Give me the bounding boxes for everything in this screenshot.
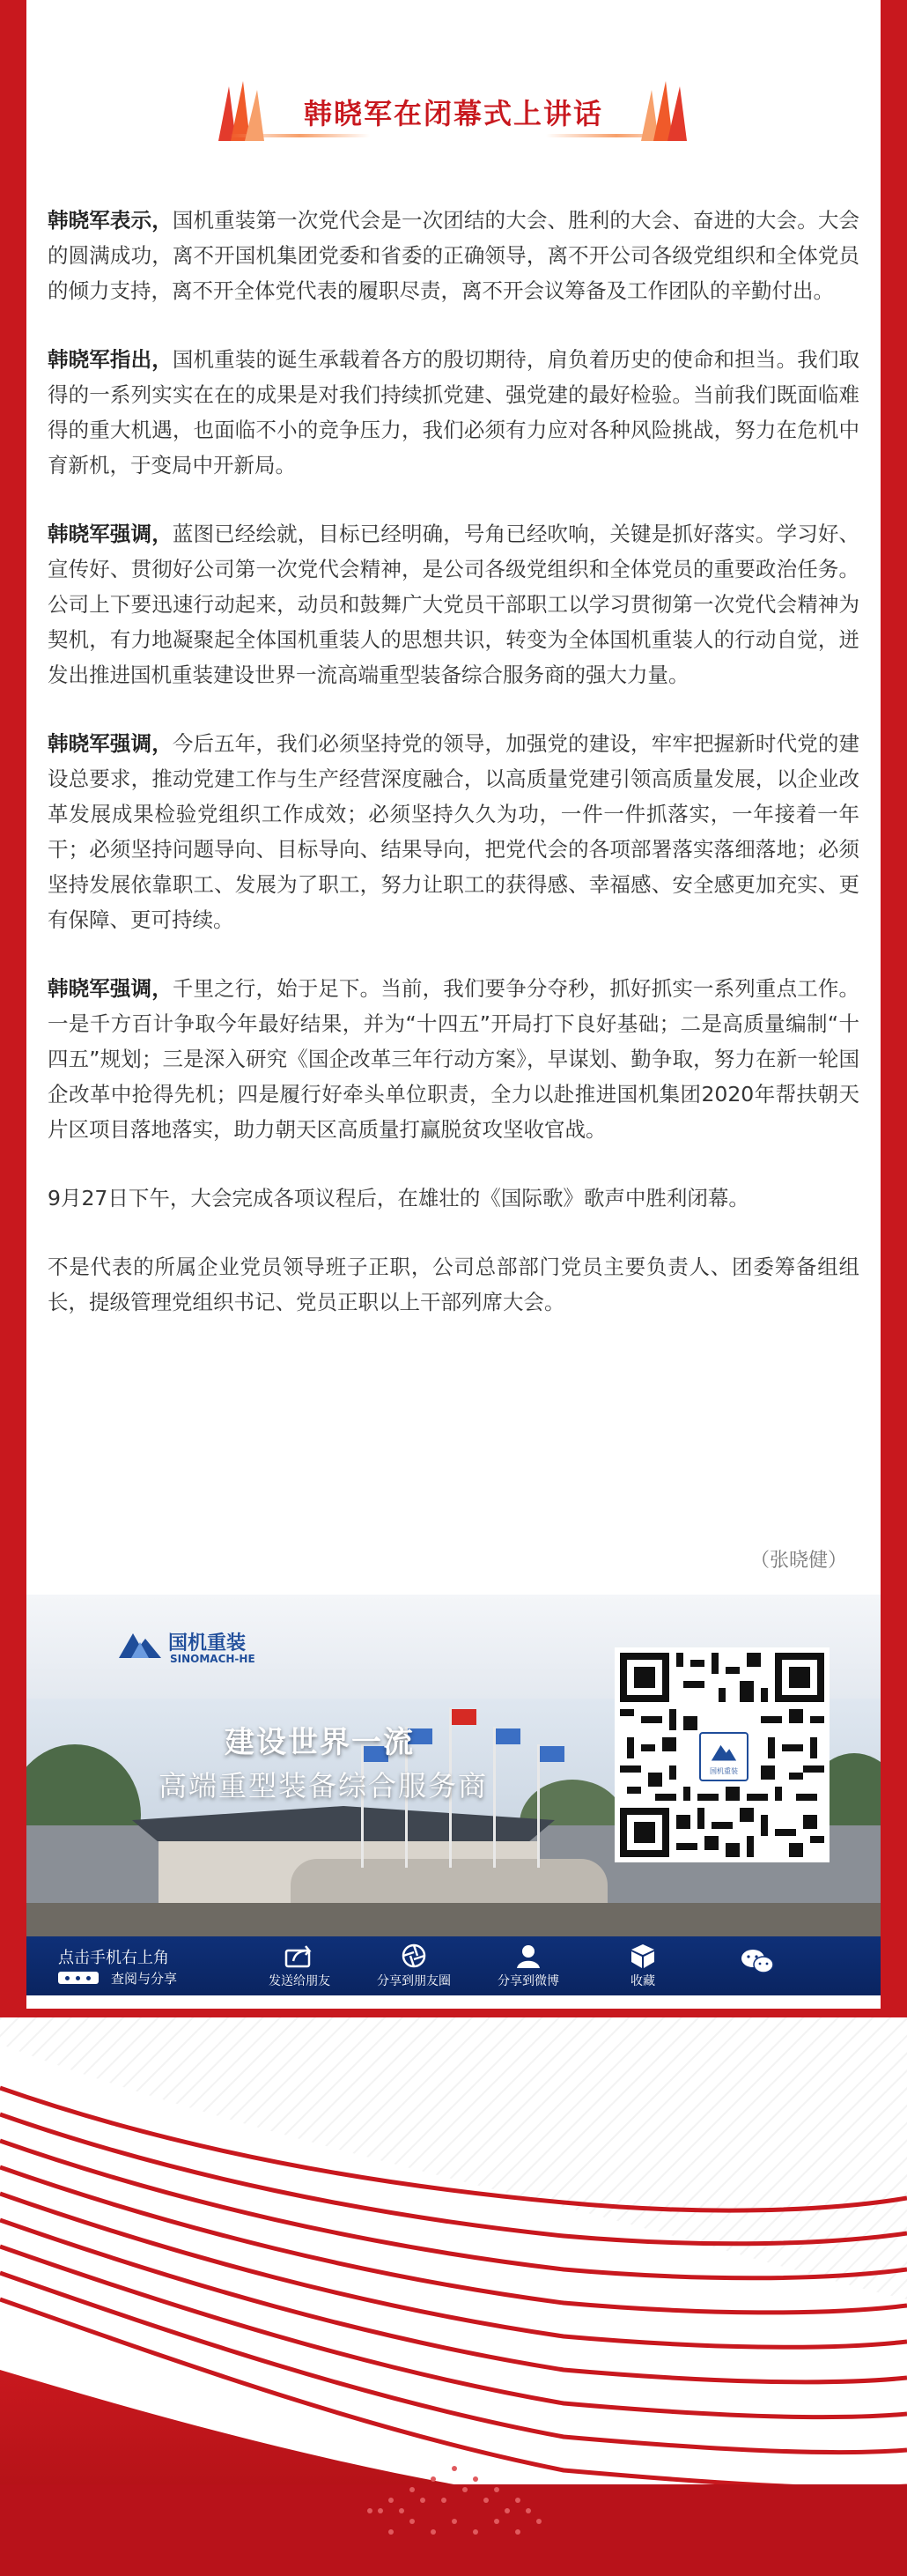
- paragraph: [48, 516, 859, 692]
- qr-center-logo: [699, 1732, 748, 1781]
- share-item-label: 分享到朋友圈: [377, 1974, 451, 1988]
- banner-ground: [26, 1903, 881, 1936]
- share-hint-line-2: 查阅与分享: [111, 1971, 178, 1987]
- article-body: [48, 203, 859, 1353]
- bottom-decoration: [0, 2017, 907, 2576]
- favorite-button[interactable]: [590, 1942, 696, 1989]
- author-credit: （张晓健）: [749, 1550, 847, 1572]
- paragraph: [48, 1181, 859, 1216]
- more-dots-icon: [58, 1972, 99, 1984]
- share-to-moments-button[interactable]: [361, 1942, 467, 1989]
- paragraph-text: 蓝图已经绘就，目标已经明确，号角已经吹响，关键是抓好落实。学习好、宣传好、贯彻好公司第一次党代会精神，是公司各级党组织和全体党员的重要政治任务。公司上下要迅速行动起来，动员和鼓舞广大党员干部职工以学习贯彻第一次党代会精神为契机，有力地凝聚起全体国机重装人的思想共识，转变为全体国机重装人的行动自觉，迸发出推进国机重装建设世界一流高端重型装备综合服务商的强大力量。: [48, 522, 860, 687]
- share-bar: [26, 1936, 881, 1995]
- logo-subtitle: SINOMACH-HE: [170, 1653, 255, 1665]
- qr-center-label: 国机重装: [710, 1767, 738, 1775]
- paragraph-lead: 韩晓军表示，: [48, 208, 173, 233]
- person-icon: [515, 1943, 542, 1969]
- share-hint-line-1: 点击手机右上角: [58, 1949, 169, 1967]
- logo-mountain-icon: [119, 1628, 161, 1658]
- wechat-icon: [740, 1947, 775, 1975]
- paragraph: [48, 1249, 859, 1320]
- paragraph-text: 今后五年，我们必须坚持党的领导，加强党的建设，牢牢把握新时代党的建设总要求，推动党建工作与生产经营深度融合，以高质量党建引领高质量发展，以企业改革发展成果检验党组织工作成效；必须坚持久久为功，一件一件抓落实，一年接着一年干；必须坚持问题导向、目标导向、结果导向，把党代会的各项部署落实落细落地；必须坚持发展依靠职工、发展为了职工，努力让职工的获得感、幸福感、安全感更加充实、更有保障、更可持续。: [48, 731, 860, 932]
- page-title: 韩晓军在闭幕式上讲话: [303, 97, 603, 130]
- share-item-label: 发送给朋友: [269, 1974, 330, 1988]
- flag-pole: [361, 1744, 364, 1868]
- promo-banner: [26, 1595, 881, 1995]
- logo-mountain-icon: [703, 1737, 745, 1764]
- share-to-weibo-button[interactable]: [476, 1942, 581, 1989]
- flag: [540, 1746, 564, 1762]
- paragraph-text: 千里之行，始于足下。当前，我们要争分夺秒，抓好抓实一系列重点工作。一是千方百计争取今年最好结果，并为“十四五”开局打下良好基础；二是高质量编制“十四五”规划；三是深入研究《国企改革三年行动方案》，早谋划、勤争取，努力在新一轮国企改革中抢得先机；四是履行好牵头单位职责，全力以赴推进国机集团2020年帮扶朝天片区项目落地落实，助力朝天区高质量打赢脱贫攻坚收官战。: [48, 976, 860, 1142]
- article-card: [26, 0, 881, 2009]
- share-item-label: 收藏: [630, 1974, 655, 1988]
- paragraph-text: 9月27日下午，大会完成各项议程后，在雄壮的《国际歌》歌声中胜利闭幕。: [48, 1186, 749, 1210]
- qr-code[interactable]: [615, 1647, 830, 1862]
- wechat-button[interactable]: [704, 1942, 810, 1980]
- flag-pole: [537, 1744, 540, 1868]
- slogan-line-2: 高端重型装备综合服务商: [159, 1769, 489, 1802]
- title-header: [26, 79, 881, 150]
- paragraph: [48, 726, 859, 937]
- paragraph-text: 国机重装第一次党代会是一次团结的大会、胜利的大会、奋进的大会。大会的圆满成功，离不开国机集团党委和省委的正确领导，离不开公司各级党组织和全体党员的倾力支持，离不开全体党代表的履职尽责，离不开会议筹备及工作团队的辛勤付出。: [48, 208, 860, 303]
- logo-name: 国机重装: [168, 1632, 247, 1654]
- flag: [452, 1709, 476, 1725]
- share-arrow-icon: [284, 1943, 314, 1968]
- paragraph-text: 国机重装的诞生承载着各方的殷切期待，肩负着历史的使命和担当。我们取得的一系列实实在在的成果是对我们持续抓党建、强党建的最好检验。当前我们既面临难得的重大机遇，也面临不小的竞争压力，我们必须有力应对各种风险挑战，努力在危机中育新机，于变局中开新局。: [48, 347, 860, 477]
- paragraph-lead: 韩晓军指出，: [48, 347, 173, 372]
- paragraph-lead: 韩晓军强调，: [48, 976, 173, 1001]
- cube-icon: [630, 1943, 656, 1969]
- paragraph-text: 不是代表的所属企业党员领导班子正职，公司总部部门党员主要负责人、团委筹备组组长，提级管理党组织书记、党员正职以上干部列席大会。: [48, 1255, 859, 1314]
- paragraph-lead: 韩晓军强调，: [48, 522, 173, 546]
- title-underline-left: [229, 134, 370, 137]
- flame-decoration-right-icon: [634, 79, 696, 141]
- paragraph: [48, 203, 859, 308]
- flag: [496, 1728, 520, 1744]
- share-item-label: 分享到微博: [498, 1974, 559, 1988]
- flag-pole: [493, 1727, 496, 1868]
- share-to-friend-button[interactable]: [247, 1942, 352, 1989]
- paragraph: [48, 342, 859, 483]
- slogan-line-1: 建设世界一流: [225, 1725, 415, 1760]
- red-wave-decoration: [0, 2017, 907, 2576]
- paragraph-lead: 韩晓军强调，: [48, 731, 173, 756]
- paragraph: [48, 971, 859, 1147]
- company-logo: [119, 1628, 255, 1665]
- moments-aperture-icon: [401, 1943, 427, 1969]
